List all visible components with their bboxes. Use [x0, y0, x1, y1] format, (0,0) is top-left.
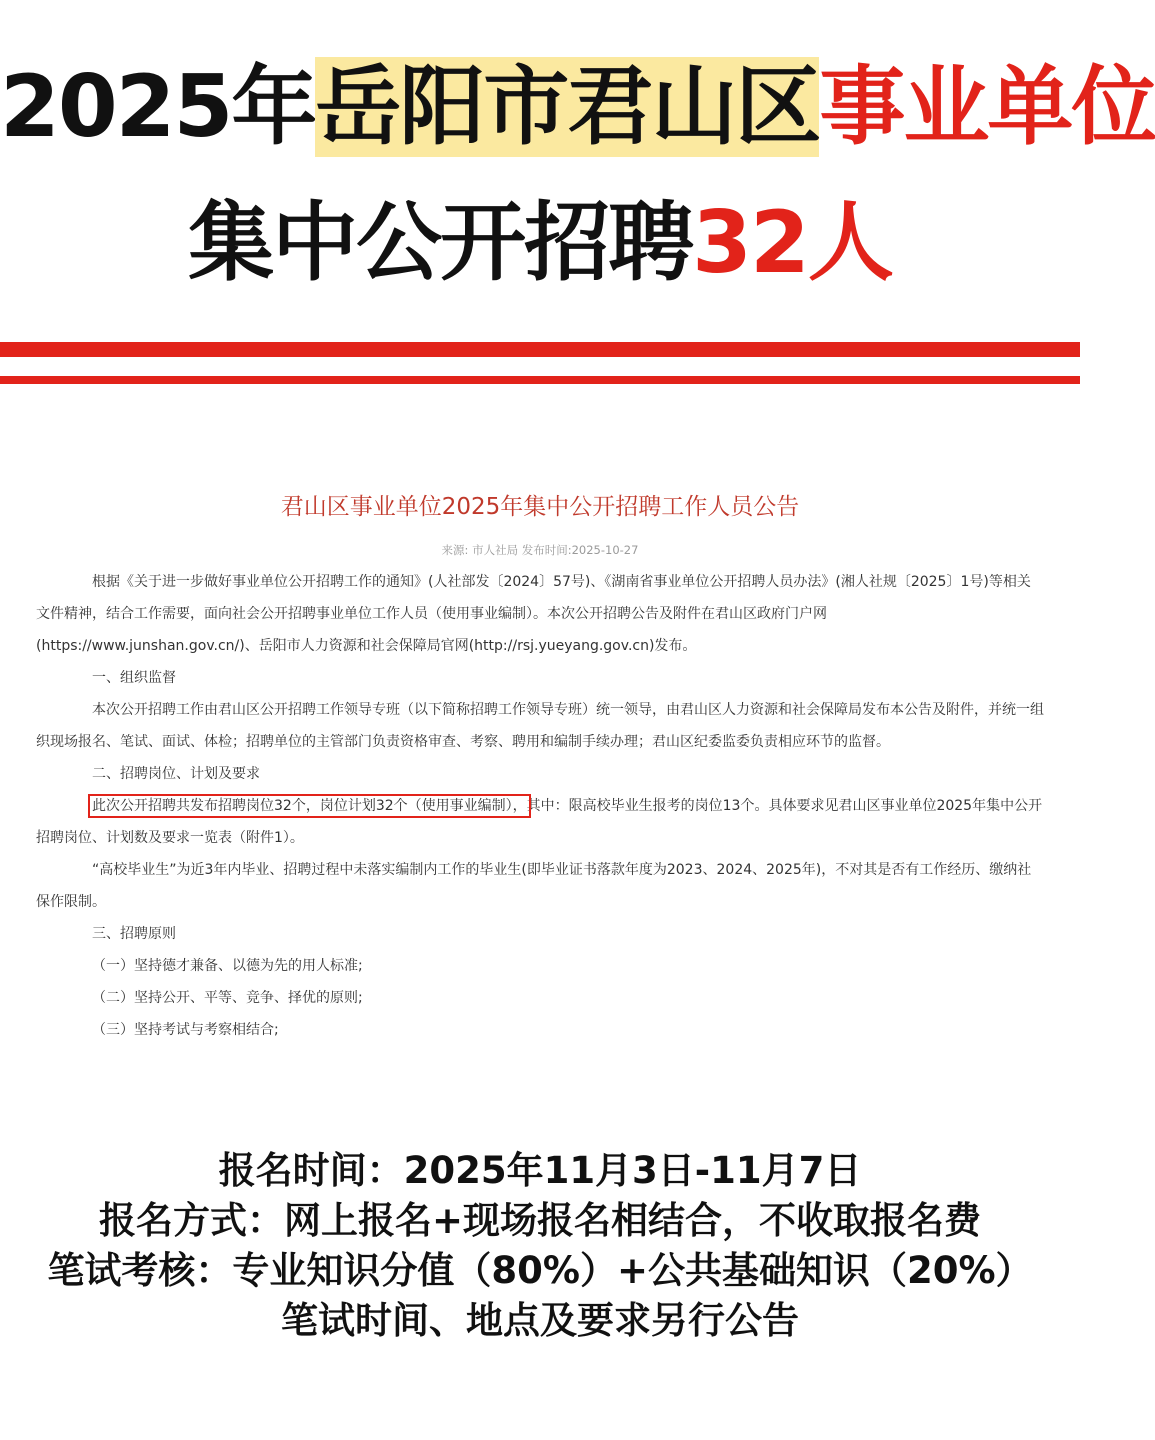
document-body — [36, 566, 1044, 1046]
document-title: 君山区事业单位2025年集中公开招聘工作人员公告 — [280, 494, 800, 520]
highlighted-positions: 此次公开招聘共发布招聘岗位32个，岗位计划32个（使用事业编制）， — [92, 798, 527, 814]
headline-main: 集中公开招聘 — [188, 193, 693, 293]
red-divider-thick — [0, 342, 1080, 357]
registration-method: 报名方式：网上报名+现场报名相结合，不收取报名费 — [98, 1199, 981, 1242]
headline-place: 岳阳市君山区 — [315, 57, 820, 157]
exam-notice: 笔试时间、地点及要求另行公告 — [281, 1299, 799, 1342]
document-meta: 来源: 市人社局 发布时间:2025-10-27 — [441, 543, 639, 557]
headline-unit: 事业单位 — [819, 57, 1155, 157]
document-intro: 根据《关于进一步做好事业单位公开招聘工作的通知》(人社部发〔2024〕57号)、《湖南省事业单位公开招聘人员办法》(湘人社规〔2025〕1号)等相关文件精神，结合工作需要，面向社会公开招聘事业单位工作人员（使用事业编制）。本次公开招聘公告及附件在君山区政府门户网(https://www.junshan.gov.cn/)、岳阳市人力资源和社会保障局官网(http://rsj.yueyang.gov.cn)发布。 — [36, 574, 1031, 654]
section-1-text: 本次公开招聘工作由君山区公开招聘工作领导专班（以下简称招聘工作领导专班）统一领导，由君山区人力资源和社会保障局发布本公告及附件，并统一组织现场报名、笔试、面试、体检；招聘单位的主管部门负责资格审查、考察、聘用和编制手续办理；君山区纪委监委负责相应环节的监督。 — [36, 702, 1044, 750]
principle-item: （二）坚持公开、平等、竞争、择优的原则; — [92, 990, 363, 1006]
section-1-heading: 一、组织监督 — [92, 670, 176, 686]
headline-line-1 — [0, 52, 1155, 162]
section-2-text — [36, 790, 1044, 854]
graduate-definition: “高校毕业生”为近3年内毕业、招聘过程中未落实编制内工作的毕业生(即毕业证书落款年度为2023、2024、2025年)，不对其是否有工作经历、缴纳社保作限制。 — [36, 862, 1032, 910]
headline-count: 32人 — [692, 193, 892, 293]
headline-year: 2025年 — [0, 57, 316, 157]
principle-item: （三）坚持考试与考察相结合; — [92, 1022, 279, 1038]
section-2-heading: 二、招聘岗位、计划及要求 — [92, 766, 260, 782]
principle-item: （一）坚持德才兼备、以德为先的用人标准; — [92, 958, 363, 974]
exam-assessment: 笔试考核：专业知识分值（80%）+公共基础知识（20%） — [47, 1249, 1033, 1292]
section-2-rest: 其中：限高校毕业生报考的岗位13个。具体要求见君山区事业单位2025年集中公开招聘岗位、计划数及要求一览表（附件1）。 — [36, 798, 1043, 846]
registration-time: 报名时间：2025年11月3日-11月7日 — [218, 1149, 862, 1192]
red-divider-thin — [0, 376, 1080, 384]
headline-line-2 — [0, 188, 1080, 298]
section-3-heading: 三、招聘原则 — [92, 926, 176, 942]
